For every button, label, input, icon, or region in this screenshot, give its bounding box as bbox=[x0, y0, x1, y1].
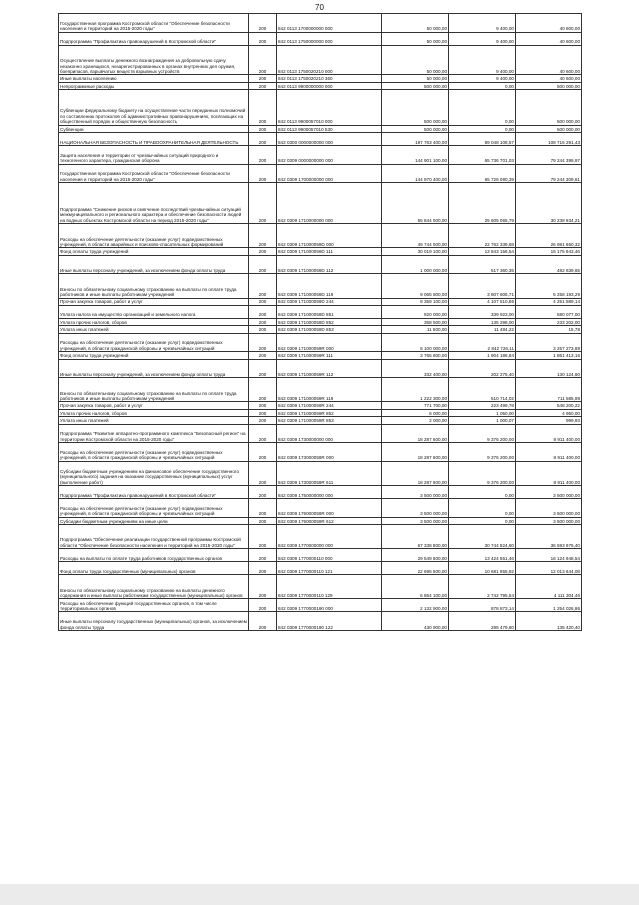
row-assigned-amount: 18 287 600,00 bbox=[382, 424, 449, 443]
row-budget-code: 842 0113 1700000000 000 bbox=[277, 14, 382, 33]
row-remaining-amount: 4 251 589,14 bbox=[516, 298, 582, 305]
table-row bbox=[59, 326, 582, 333]
row-executed-amount: 30 744 824,60 bbox=[449, 524, 516, 548]
row-admin-code: 200 bbox=[249, 305, 277, 318]
row-remaining-amount: 5 258 193,29 bbox=[516, 274, 582, 298]
row-budget-code: 842 0309 1750000000 000 bbox=[277, 485, 382, 498]
row-admin-code: 200 bbox=[249, 45, 277, 75]
row-description: Уплата прочих налогов, сборов bbox=[59, 409, 249, 416]
row-assigned-amount: 22 695 500,00 bbox=[382, 562, 449, 575]
row-description: Расходы на выплаты по оплате труда работников государственных органов bbox=[59, 549, 249, 562]
row-budget-code: 842 0309 171000059R 111 bbox=[277, 352, 382, 359]
table-row bbox=[59, 417, 582, 424]
row-description: Подпрограмма "Обеспечение реализации государственной программы Костромской области "Обеспечение безопасности населения и территорий на 2015-2020 годы" bbox=[59, 524, 249, 548]
table-row bbox=[59, 352, 582, 359]
row-assigned-amount: 9 065 800,00 bbox=[382, 274, 449, 298]
table-row bbox=[59, 132, 582, 145]
row-remaining-amount: 40 600,00 bbox=[516, 14, 582, 33]
row-budget-code: 842 0309 171000059R 852 bbox=[277, 409, 382, 416]
table-row bbox=[59, 378, 582, 402]
row-remaining-amount: 1 254 026,86 bbox=[516, 599, 582, 612]
row-assigned-amount: 55 844 000,00 bbox=[382, 183, 449, 224]
row-assigned-amount: 332 400,00 bbox=[382, 359, 449, 378]
row-assigned-amount: 6 854 100,00 bbox=[382, 575, 449, 599]
row-budget-code: 842 0309 171000059D 853 bbox=[277, 326, 382, 333]
row-description: Уплата иных платежей bbox=[59, 417, 249, 424]
row-budget-code: 842 0113 1750020210 000 bbox=[277, 45, 382, 75]
row-remaining-amount: 79 244 398,97 bbox=[516, 145, 582, 164]
table-row bbox=[59, 164, 582, 183]
row-description: Субсидии бюджетным учреждениям на финансовое обеспечение государственного (муниципального) задания на оказание государственных (муниципальных) услуг (выполнение работ) bbox=[59, 461, 249, 485]
row-assigned-amount: 430 900,00 bbox=[382, 612, 449, 631]
row-assigned-amount: 67 338 800,00 bbox=[382, 524, 449, 548]
row-remaining-amount: 3 257 273,89 bbox=[516, 333, 582, 352]
table-row bbox=[59, 305, 582, 318]
table-row bbox=[59, 224, 582, 248]
row-description: Иные выплаты персоналу учреждений, за исключением фонда оплаты труда bbox=[59, 255, 249, 274]
row-admin-code: 200 bbox=[249, 378, 277, 402]
row-description: Уплата иных платежей bbox=[59, 326, 249, 333]
row-description: Защита населения и территории от чрезвычайных ситуаций природного и техногенного характера, гражданская оборона bbox=[59, 145, 249, 164]
row-executed-amount: 9 376 200,00 bbox=[449, 461, 516, 485]
row-executed-amount: 9 376 200,00 bbox=[449, 443, 516, 462]
row-budget-code: 842 0309 173000059R 000 bbox=[277, 443, 382, 462]
row-budget-code: 842 0309 171000059D 111 bbox=[277, 248, 382, 255]
row-executed-amount: 1 000,07 bbox=[449, 417, 516, 424]
row-description: Фонд оплаты труда государственных (муниципальных) органов bbox=[59, 562, 249, 575]
row-description: Прочая закупка товаров, работ и услуг bbox=[59, 402, 249, 409]
row-assigned-amount: 50 000,00 bbox=[382, 45, 449, 75]
row-remaining-amount: 3 500 000,00 bbox=[516, 517, 582, 524]
row-description: Фонд оплаты труда учреждений bbox=[59, 248, 249, 255]
row-assigned-amount: 3 500 000,00 bbox=[382, 485, 449, 498]
row-budget-code: 842 0113 1750000000 000 bbox=[277, 32, 382, 45]
row-admin-code: 200 bbox=[249, 132, 277, 145]
row-remaining-amount: 8 911 400,00 bbox=[516, 424, 582, 443]
row-assigned-amount: 500 000,00 bbox=[382, 82, 449, 89]
row-admin-code: 200 bbox=[249, 485, 277, 498]
row-budget-code: 842 0309 1700000000 000 bbox=[277, 164, 382, 183]
row-remaining-amount: 548 200,22 bbox=[516, 402, 582, 409]
row-executed-amount: 202 275,40 bbox=[449, 359, 516, 378]
table-row bbox=[59, 517, 582, 524]
table-row bbox=[59, 562, 582, 575]
row-admin-code: 200 bbox=[249, 424, 277, 443]
row-admin-code: 200 bbox=[249, 517, 277, 524]
row-assigned-amount: 6 000,00 bbox=[382, 409, 449, 416]
row-admin-code: 200 bbox=[249, 575, 277, 599]
row-description: Иные выплаты персоналу учреждений, за исключением фонда оплаты труда bbox=[59, 359, 249, 378]
row-admin-code: 200 bbox=[249, 82, 277, 89]
footer-strip bbox=[0, 884, 639, 905]
row-remaining-amount: 8 911 400,00 bbox=[516, 461, 582, 485]
row-budget-code: 842 0309 171000059R 112 bbox=[277, 359, 382, 378]
row-remaining-amount: 40 600,00 bbox=[516, 32, 582, 45]
row-executed-amount: 65 726 090,39 bbox=[449, 164, 516, 183]
row-budget-code: 842 0309 1770000110 000 bbox=[277, 549, 382, 562]
row-budget-code: 842 0309 171000059D 244 bbox=[277, 298, 382, 305]
table-row bbox=[59, 498, 582, 517]
row-admin-code: 200 bbox=[249, 352, 277, 359]
row-admin-code: 200 bbox=[249, 14, 277, 33]
table-row bbox=[59, 318, 582, 325]
row-budget-code: 842 0309 173000059R 611 bbox=[277, 461, 382, 485]
row-assigned-amount: 50 000,00 bbox=[382, 14, 449, 33]
row-description: Субвенции федеральному бюджету на осуществление части переданных полномочий по составлению протоколов об административных правонарушениях, посягающих на общественный порядок и общественную безопасность bbox=[59, 90, 249, 125]
row-budget-code: 842 0309 1770000190 122 bbox=[277, 612, 382, 631]
row-remaining-amount: 30 238 934,21 bbox=[516, 183, 582, 224]
row-executed-amount: 2 842 726,11 bbox=[449, 333, 516, 352]
row-assigned-amount: 2 000,00 bbox=[382, 417, 449, 424]
row-remaining-amount: 3 500 000,00 bbox=[516, 485, 582, 498]
row-budget-code: 842 0309 171000059D 119 bbox=[277, 274, 382, 298]
table-row bbox=[59, 125, 582, 132]
row-executed-amount: 10 681 855,92 bbox=[449, 562, 516, 575]
row-admin-code: 200 bbox=[249, 612, 277, 631]
row-admin-code: 200 bbox=[249, 402, 277, 409]
row-description: Взносы по обязательному социальному страхованию на выплаты по оплате труда работников и иные выплаты работникам учреждений bbox=[59, 274, 249, 298]
row-admin-code: 200 bbox=[249, 125, 277, 132]
row-budget-code: 842 0309 1770000110 129 bbox=[277, 575, 382, 599]
row-executed-amount: 65 736 701,03 bbox=[449, 145, 516, 164]
row-budget-code: 842 0309 175000059R 612 bbox=[277, 517, 382, 524]
row-admin-code: 200 bbox=[249, 248, 277, 255]
row-remaining-amount: 711 585,98 bbox=[516, 378, 582, 402]
table-row bbox=[59, 298, 582, 305]
row-executed-amount: 9 400,00 bbox=[449, 14, 516, 33]
row-assigned-amount: 30 019 100,00 bbox=[382, 248, 449, 255]
row-executed-amount: 0,00 bbox=[449, 90, 516, 125]
row-assigned-amount: 1 000 000,00 bbox=[382, 255, 449, 274]
row-assigned-amount: 500 000,00 bbox=[382, 125, 449, 132]
table-row bbox=[59, 255, 582, 274]
row-description: Уплата прочих налогов, сборов bbox=[59, 318, 249, 325]
row-admin-code: 200 bbox=[249, 164, 277, 183]
row-budget-code: 842 0309 171000059D 000 bbox=[277, 224, 382, 248]
row-admin-code: 200 bbox=[249, 90, 277, 125]
row-description: Государственная программа Костромской области "Обеспечение безопасности населения и территорий на 2015-2020 годы" bbox=[59, 14, 249, 33]
row-remaining-amount: 40 600,00 bbox=[516, 45, 582, 75]
row-assigned-amount: 6 100 000,00 bbox=[382, 333, 449, 352]
table-row bbox=[59, 248, 582, 255]
row-assigned-amount: 3 765 600,00 bbox=[382, 352, 449, 359]
row-description: Расходы на обеспечение деятельности (оказание услуг) подведомственных учреждений, в области гражданской обороны и чрезвычайных ситуаций bbox=[59, 333, 249, 352]
row-executed-amount: 1 904 186,84 bbox=[449, 352, 516, 359]
row-assigned-amount: 29 549 600,00 bbox=[382, 549, 449, 562]
row-admin-code: 200 bbox=[249, 145, 277, 164]
row-remaining-amount: 580 077,00 bbox=[516, 305, 582, 318]
row-executed-amount: 135 298,00 bbox=[449, 318, 516, 325]
row-admin-code: 200 bbox=[249, 498, 277, 517]
row-admin-code: 200 bbox=[249, 224, 277, 248]
row-admin-code: 200 bbox=[249, 333, 277, 352]
row-budget-code: 842 0309 1770000190 000 bbox=[277, 599, 382, 612]
row-description: Взносы по обязательному социальному страхованию на выплаты денежного содержания и иные выплаты работникам государственных (муниципальных) органов bbox=[59, 575, 249, 599]
table-row bbox=[59, 524, 582, 548]
row-budget-code: 842 0309 1770000110 121 bbox=[277, 562, 382, 575]
row-budget-code: 842 0309 171000059D 852 bbox=[277, 318, 382, 325]
row-budget-code: 842 0309 171000059R 000 bbox=[277, 333, 382, 352]
row-remaining-amount: 15,78 bbox=[516, 326, 582, 333]
row-assigned-amount: 3 500 000,00 bbox=[382, 498, 449, 517]
row-budget-code: 842 0113 9900000000 000 bbox=[277, 82, 382, 89]
row-assigned-amount: 144 901 100,00 bbox=[382, 145, 449, 164]
row-budget-code: 842 0309 175000059R 000 bbox=[277, 498, 382, 517]
row-budget-code: 842 0309 1730000000 000 bbox=[277, 424, 382, 443]
row-remaining-amount: 79 244 309,61 bbox=[516, 164, 582, 183]
row-description: Подпрограмма "Профилактика правонарушений в Костромской области" bbox=[59, 32, 249, 45]
row-remaining-amount: 4 950,00 bbox=[516, 409, 582, 416]
table-row bbox=[59, 145, 582, 164]
row-assigned-amount: 771 700,00 bbox=[382, 402, 449, 409]
row-remaining-amount: 482 639,65 bbox=[516, 255, 582, 274]
row-executed-amount: 0,00 bbox=[449, 498, 516, 517]
row-budget-code: 842 0309 0000000000 000 bbox=[277, 145, 382, 164]
row-description: Прочая закупка товаров, работ и услуг bbox=[59, 298, 249, 305]
row-admin-code: 200 bbox=[249, 298, 277, 305]
row-executed-amount: 3 807 606,71 bbox=[449, 274, 516, 298]
row-description: Подпрограмма "Профилактика правонарушений в Костромской области" bbox=[59, 485, 249, 498]
table-row bbox=[59, 575, 582, 599]
table-row bbox=[59, 549, 582, 562]
row-remaining-amount: 40 600,00 bbox=[516, 75, 582, 82]
row-admin-code: 200 bbox=[249, 183, 277, 224]
row-budget-code: 842 0309 171000059R 853 bbox=[277, 417, 382, 424]
row-description: Подпрограмма "Развитие аппаратно-программного комплекса "Безопасный регион" на территории Костромской области на 2015-2020 годы" bbox=[59, 424, 249, 443]
row-remaining-amount: 500 000,00 bbox=[516, 125, 582, 132]
table-row bbox=[59, 599, 582, 612]
row-remaining-amount: 500 000,00 bbox=[516, 90, 582, 125]
row-remaining-amount: 8 911 400,00 bbox=[516, 443, 582, 462]
row-remaining-amount: 233 202,00 bbox=[516, 318, 582, 325]
row-remaining-amount: 12 013 644,08 bbox=[516, 562, 582, 575]
table-row bbox=[59, 183, 582, 224]
table-row bbox=[59, 333, 582, 352]
row-description: Субвенции bbox=[59, 125, 249, 132]
table-row bbox=[59, 45, 582, 75]
row-description: НАЦИОНАЛЬНАЯ БЕЗОПАСНОСТЬ И ПРАВООХРАНИТЕЛЬНАЯ ДЕЯТЕЛЬНОСТЬ bbox=[59, 132, 249, 145]
row-executed-amount: 510 714,02 bbox=[449, 378, 516, 402]
row-executed-amount: 89 048 108,57 bbox=[449, 132, 516, 145]
row-admin-code: 200 bbox=[249, 599, 277, 612]
row-admin-code: 200 bbox=[249, 318, 277, 325]
row-budget-code: 842 0309 1770000000 000 bbox=[277, 524, 382, 548]
row-assigned-amount: 50 000,00 bbox=[382, 75, 449, 82]
row-executed-amount: 13 424 651,46 bbox=[449, 549, 516, 562]
row-assigned-amount: 500 000,00 bbox=[382, 90, 449, 125]
row-executed-amount: 339 923,00 bbox=[449, 305, 516, 318]
row-remaining-amount: 36 593 975,40 bbox=[516, 524, 582, 548]
row-assigned-amount: 11 500,00 bbox=[382, 326, 449, 333]
row-remaining-amount: 26 981 660,32 bbox=[516, 224, 582, 248]
row-executed-amount: 295 479,60 bbox=[449, 612, 516, 631]
budget-execution-table bbox=[58, 13, 582, 631]
row-description: Иные выплаты персоналу государственных (муниципальных) органов, за исключением фонда оплаты труда bbox=[59, 612, 249, 631]
row-description: Расходы на обеспечение деятельности (оказание услуг) подведомственных учреждений, в области гражданской обороны и чрезвычайных ситуаций bbox=[59, 443, 249, 462]
table-row bbox=[59, 461, 582, 485]
row-assigned-amount: 920 000,00 bbox=[382, 305, 449, 318]
row-admin-code: 200 bbox=[249, 443, 277, 462]
row-assigned-amount: 18 287 600,00 bbox=[382, 443, 449, 462]
row-admin-code: 200 bbox=[249, 359, 277, 378]
row-assigned-amount: 368 500,00 bbox=[382, 318, 449, 325]
row-description: Субсидии бюджетным учреждениям на иные цели bbox=[59, 517, 249, 524]
table-row bbox=[59, 485, 582, 498]
row-description: Иные выплаты населению bbox=[59, 75, 249, 82]
row-description: Расходы на обеспечение функций государственных органов, в том числе территориальных органов bbox=[59, 599, 249, 612]
row-executed-amount: 13 843 156,54 bbox=[449, 248, 516, 255]
row-admin-code: 200 bbox=[249, 255, 277, 274]
row-admin-code: 200 bbox=[249, 75, 277, 82]
row-description: Уплата налога на имущество организаций и земельного налога bbox=[59, 305, 249, 318]
row-executed-amount: 878 873,14 bbox=[449, 599, 516, 612]
row-assigned-amount: 1 222 300,00 bbox=[382, 378, 449, 402]
row-executed-amount: 4 107 510,86 bbox=[449, 298, 516, 305]
row-executed-amount: 517 360,35 bbox=[449, 255, 516, 274]
row-admin-code: 200 bbox=[249, 562, 277, 575]
row-executed-amount: 9 376 200,00 bbox=[449, 424, 516, 443]
row-admin-code: 200 bbox=[249, 461, 277, 485]
row-executed-amount: 2 742 795,54 bbox=[449, 575, 516, 599]
table-row bbox=[59, 14, 582, 33]
row-remaining-amount: 3 500 000,00 bbox=[516, 498, 582, 517]
table-row bbox=[59, 75, 582, 82]
row-budget-code: 842 0309 171000059D 851 bbox=[277, 305, 382, 318]
row-description: Осуществление выплаты денежного вознаграждения за добровольную сдачу незаконно хранящихся, незарегистрированных в органах внутренних дел оружия, боеприпасов, взрывчатых веществ взрывных устройств bbox=[59, 45, 249, 75]
row-remaining-amount: 4 111 304,46 bbox=[516, 575, 582, 599]
row-budget-code: 842 0309 1710000000 000 bbox=[277, 183, 382, 224]
row-remaining-amount: 130 124,60 bbox=[516, 359, 582, 378]
budget-table-body bbox=[59, 14, 582, 631]
row-assigned-amount: 2 132 900,00 bbox=[382, 599, 449, 612]
table-row bbox=[59, 274, 582, 298]
row-assigned-amount: 3 500 000,00 bbox=[382, 517, 449, 524]
row-assigned-amount: 144 970 400,00 bbox=[382, 164, 449, 183]
row-executed-amount: 1 050,00 bbox=[449, 409, 516, 416]
row-description: Государственная программа Костромской области "Обеспечение безопасности населения и территорий на 2015-2020 годы" bbox=[59, 164, 249, 183]
row-budget-code: 842 0309 171000059R 244 bbox=[277, 402, 382, 409]
table-row bbox=[59, 424, 582, 443]
table-row bbox=[59, 32, 582, 45]
row-budget-code: 842 0300 0000000000 000 bbox=[277, 132, 382, 145]
row-executed-amount: 0,00 bbox=[449, 125, 516, 132]
row-assigned-amount: 18 287 600,00 bbox=[382, 461, 449, 485]
row-description: Подпрограмма "Снижение рисков и смягчение последствий чрезвычайных ситуаций межмуниципального и регионального характера и обеспечение безопасности людей на водных объектах Костромской области на период 2015-2020 годы" bbox=[59, 183, 249, 224]
table-row bbox=[59, 402, 582, 409]
row-remaining-amount: 999,93 bbox=[516, 417, 582, 424]
table-row bbox=[59, 443, 582, 462]
row-admin-code: 200 bbox=[249, 417, 277, 424]
row-budget-code: 842 0113 9900057010 530 bbox=[277, 125, 382, 132]
row-budget-code: 842 0309 171000059D 112 bbox=[277, 255, 382, 274]
row-budget-code: 842 0309 171000059R 119 bbox=[277, 378, 382, 402]
table-row bbox=[59, 409, 582, 416]
row-description: Фонд оплаты труда учреждений bbox=[59, 352, 249, 359]
row-remaining-amount: 500 000,00 bbox=[516, 82, 582, 89]
row-executed-amount: 22 762 339,68 bbox=[449, 224, 516, 248]
row-admin-code: 200 bbox=[249, 524, 277, 548]
page-number: 70 bbox=[315, 3, 324, 12]
row-description: Расходы на обеспечение деятельности (оказание услуг) подведомственных учреждений, в области гражданской обороны и чрезвычайных ситуаций bbox=[59, 498, 249, 517]
table-row bbox=[59, 612, 582, 631]
row-executed-amount: 9 400,00 bbox=[449, 45, 516, 75]
row-description: Непрограммные расходы bbox=[59, 82, 249, 89]
table-row bbox=[59, 82, 582, 89]
row-assigned-amount: 8 359 100,00 bbox=[382, 298, 449, 305]
row-remaining-amount: 16 124 948,54 bbox=[516, 549, 582, 562]
row-description: Взносы по обязательному социальному страхованию на выплаты по оплате труда работников и иные выплаты работникам учреждений bbox=[59, 378, 249, 402]
row-executed-amount: 0,00 bbox=[449, 82, 516, 89]
row-admin-code: 200 bbox=[249, 326, 277, 333]
row-executed-amount: 11 484,22 bbox=[449, 326, 516, 333]
row-executed-amount: 9 400,00 bbox=[449, 75, 516, 82]
row-remaining-amount: 135 420,40 bbox=[516, 612, 582, 631]
table-row bbox=[59, 90, 582, 125]
row-remaining-amount: 16 175 943,46 bbox=[516, 248, 582, 255]
row-budget-code: 842 0113 1750020210 360 bbox=[277, 75, 382, 82]
row-admin-code: 200 bbox=[249, 274, 277, 298]
row-assigned-amount: 197 763 400,00 bbox=[382, 132, 449, 145]
row-description: Расходы на обеспечение деятельности (оказание услуг) подведомственных учреждений, в области аварийных и поисково-спасательных формирований bbox=[59, 224, 249, 248]
table-row bbox=[59, 359, 582, 378]
row-remaining-amount: 108 715 291,43 bbox=[516, 132, 582, 145]
row-executed-amount: 0,00 bbox=[449, 517, 516, 524]
row-executed-amount: 9 400,00 bbox=[449, 32, 516, 45]
row-executed-amount: 0,00 bbox=[449, 485, 516, 498]
row-assigned-amount: 49 744 000,00 bbox=[382, 224, 449, 248]
row-remaining-amount: 1 861 413,16 bbox=[516, 352, 582, 359]
row-executed-amount: 25 605 065,79 bbox=[449, 183, 516, 224]
row-admin-code: 200 bbox=[249, 409, 277, 416]
row-executed-amount: 223 499,78 bbox=[449, 402, 516, 409]
row-admin-code: 200 bbox=[249, 549, 277, 562]
row-budget-code: 842 0113 9900057010 000 bbox=[277, 90, 382, 125]
row-admin-code: 200 bbox=[249, 32, 277, 45]
row-assigned-amount: 50 000,00 bbox=[382, 32, 449, 45]
